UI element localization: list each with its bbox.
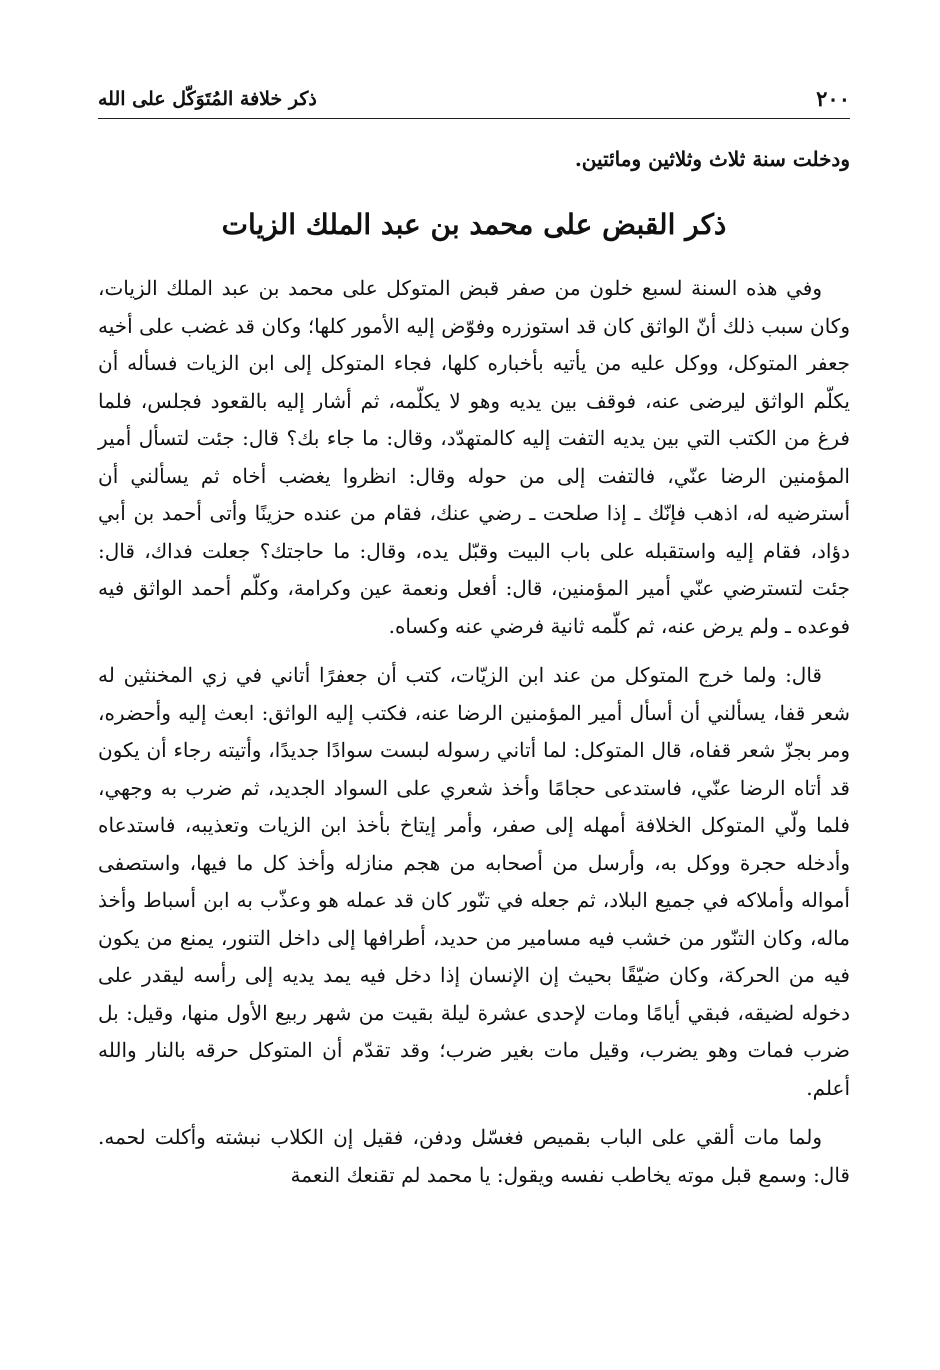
running-head — [98, 84, 850, 114]
year-entry-line: ودخلت سنة ثلاث وثلاثين ومائتين. — [574, 147, 850, 171]
body-text — [98, 270, 850, 1206]
header-divider — [98, 118, 850, 119]
running-title: ذكر خلافة المُتَوَكّل على الله — [98, 88, 317, 110]
page-number: ٢٠٠ — [816, 86, 850, 111]
paragraph-3: ولما مات ألقي على الباب بقميص فغسّل ودفن، فقيل إن الكلاب نبشته وأكلت لحمه. قال: وسمع قبل موته يخاطب نفسه ويقول: يا محمد لم تقنعك النعمة — [98, 1125, 850, 1187]
paragraph-1: وفي هذه السنة لسبع خلون من صفر قبض المتوكل على محمد بن عبد الملك الزيات، وكان سبب ذلك أنّ الواثق كان قد استوزره وفوّض إليه الأمور كلها؛ وكان قد غضب على أخيه جعفر المتوكل، ووكل عليه من يأتيه بأخباره كلها، فجاء المتوكل إلى ابن الزيات فسأله أن يكلّم الواثق ليرضى عنه، فوقف بين يديه وهو لا يكلّمه، ثم أشار إليه بالقعود فجلس، فلما فرغ من الكتب التي بين يديه التفت إليه كالمتهدّد، وقال: ما جاء بك؟ قال: جئت لتسأل أمير المؤمنين الرضا عنّي، فالتفت إلى من حوله وقال: انظروا يغضب أخاه ثم يسألني أن أسترضيه له، اذهب فإنّك ـ إذا صلحت ـ رضي عنك، فقام من عنده حزينًا وأتى أحمد بن أبي دؤاد، فقام إليه واستقبله على باب البيت وقبّل يده، وقال: ما حاجتك؟ جعلت فداك، قال: جئت لتسترضي عنّي أمير المؤمنين، قال: أفعل ونعمة عين وكرامة، وكلّم أحمد الواثق فيه فوعده ـ ولم يرض عنه، ثم كلّمه ثانية فرضي عنه وكساه. — [98, 276, 850, 638]
section-heading: ذكر القبض على محمد بن عبد الملك الزيات — [221, 208, 727, 241]
paragraph-2: قال: ولما خرج المتوكل من عند ابن الزيّات، كتب أن جعفرًا أتاني في زي المخنثين له شعر قفا، يسألني أن أسأل أمير المؤمنين الرضا عنه، فكتب إليه الواثق: ابعث إليه وأحضره، ومر بجزّ شعر قفاه، قال المتوكل: لما أتاني رسوله لبست سوادًا جديدًا، وأتيته رجاء أن يكون قد أتاه الرضا عنّي، فاستدعى حجامًا وأخذ شعري على السواد الجديد، ثم ضرب به وجهي، فلما ولّي المتوكل الخلافة أمهله إلى صفر، وأمر إيتاخ بأخذ ابن الزيات وتعذيبه، فاستدعاه وأدخله حجرة ووكل به، وأرسل من أصحابه من هجم منازله وأخذ كل ما فيها، واستصفى أمواله وأملاكه في جميع البلاد، ثم جعله في تنّور كان قد عمله هو وعذّب به ابن أسباط وأخذ ماله، وكان التنّور من خشب فيه مسامير من حديد، أطرافها إلى داخل التنور، يمنع من يكون فيه من الحركة، وكان ضيّقًا بحيث إن الإنسان إذا دخل فيه يمد يديه إلى رأسه ليقدر على دخوله لضيقه، فبقي أيامًا ومات لإحدى عشرة ليلة بقيت من شهر ربيع الأول منها، وقيل: بل ضرب فمات وهو يضرب، وقيل مات بغير ضرب؛ وقد تقدّم أن المتوكل حرقه بالنار والله أعلم. — [98, 663, 850, 1100]
